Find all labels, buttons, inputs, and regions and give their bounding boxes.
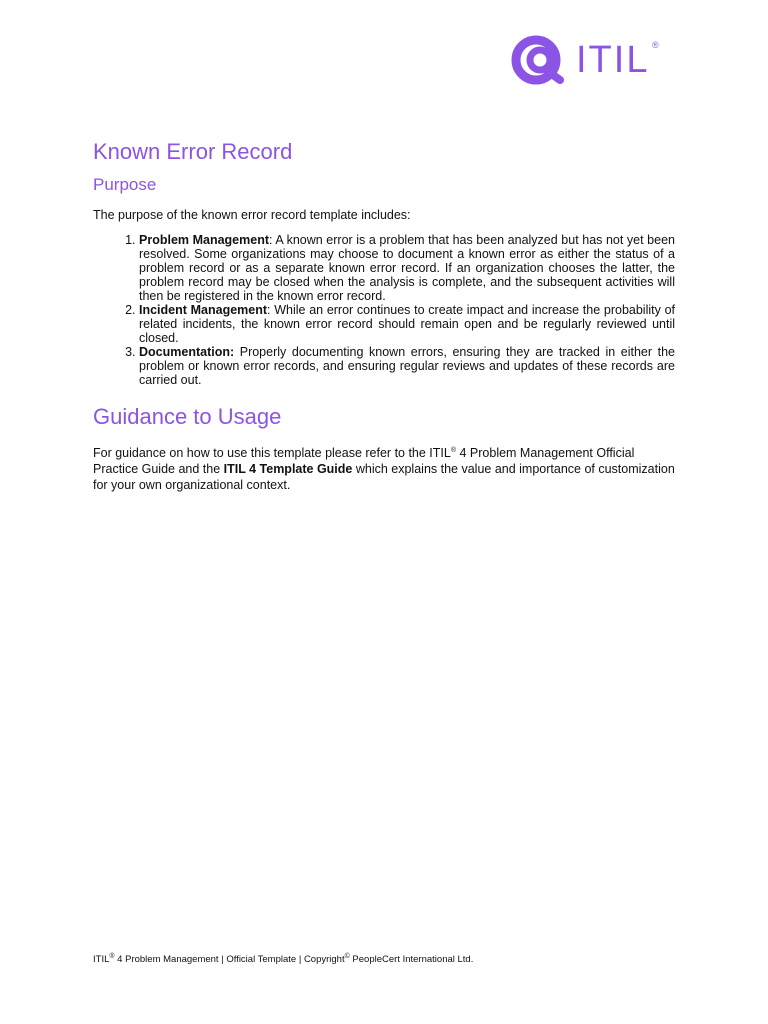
guidance-heading: Guidance to Usage xyxy=(93,404,282,429)
document-body xyxy=(93,138,675,493)
footer-copyright-mark: © xyxy=(344,952,350,960)
list-item-text: : While an error continues to create impact and increase the probability of related incidents, the known error record should remain open and be regularly reviewed until closed. xyxy=(139,303,676,345)
list-item-text: Properly documenting known errors, ensuring they are tracked in either the problem or known error records, and ensuring regular reviews and updates of these records are carried out. xyxy=(139,345,675,387)
footer-registered-mark: ® xyxy=(109,952,115,960)
logo-registered-mark: ® xyxy=(652,40,659,50)
template-guide-name: ITIL 4 Template Guide xyxy=(223,462,353,476)
itil-logo-mark-icon xyxy=(510,34,570,86)
guidance-paragraph xyxy=(93,445,675,493)
list-item xyxy=(139,233,675,303)
page-footer xyxy=(93,954,473,965)
list-item-title: Documentation: xyxy=(139,345,235,359)
footer-text-3: PeopleCert International Ltd. xyxy=(349,954,474,965)
list-item xyxy=(139,345,675,387)
list-item-title: Incident Management xyxy=(139,303,268,317)
footer-text-2: 4 Problem Management | Official Template | Copyright xyxy=(114,954,345,965)
footer-text-1: ITIL xyxy=(93,954,110,965)
page-title: Known Error Record xyxy=(93,139,293,164)
itil-logo xyxy=(510,34,670,86)
guidance-text-2: 4 Problem Management Official Practice Guide and the xyxy=(93,446,635,476)
list-item-text: : A known error is a problem that has been analyzed but has not yet been resolved. Some organizations may choose to document a known error as either the status of a problem record or as a separate known error record. If an organization chooses the latter, the problem record may be closed when the analysis is complete, and the subsequent activities will then be registered in the known error record. xyxy=(139,233,675,303)
logo-text: ITIL xyxy=(576,39,650,81)
guidance-text-3: which explains the value and importance of customization for your own organizational context. xyxy=(93,462,675,492)
guidance-text-1: For guidance on how to use this template please refer to the ITIL xyxy=(93,446,451,460)
purpose-list xyxy=(93,233,675,387)
purpose-intro: The purpose of the known error record template includes: xyxy=(93,208,411,222)
list-item xyxy=(139,303,675,345)
purpose-heading: Purpose xyxy=(93,175,157,194)
list-item-title: Problem Management xyxy=(139,233,269,247)
registered-mark: ® xyxy=(450,446,457,454)
